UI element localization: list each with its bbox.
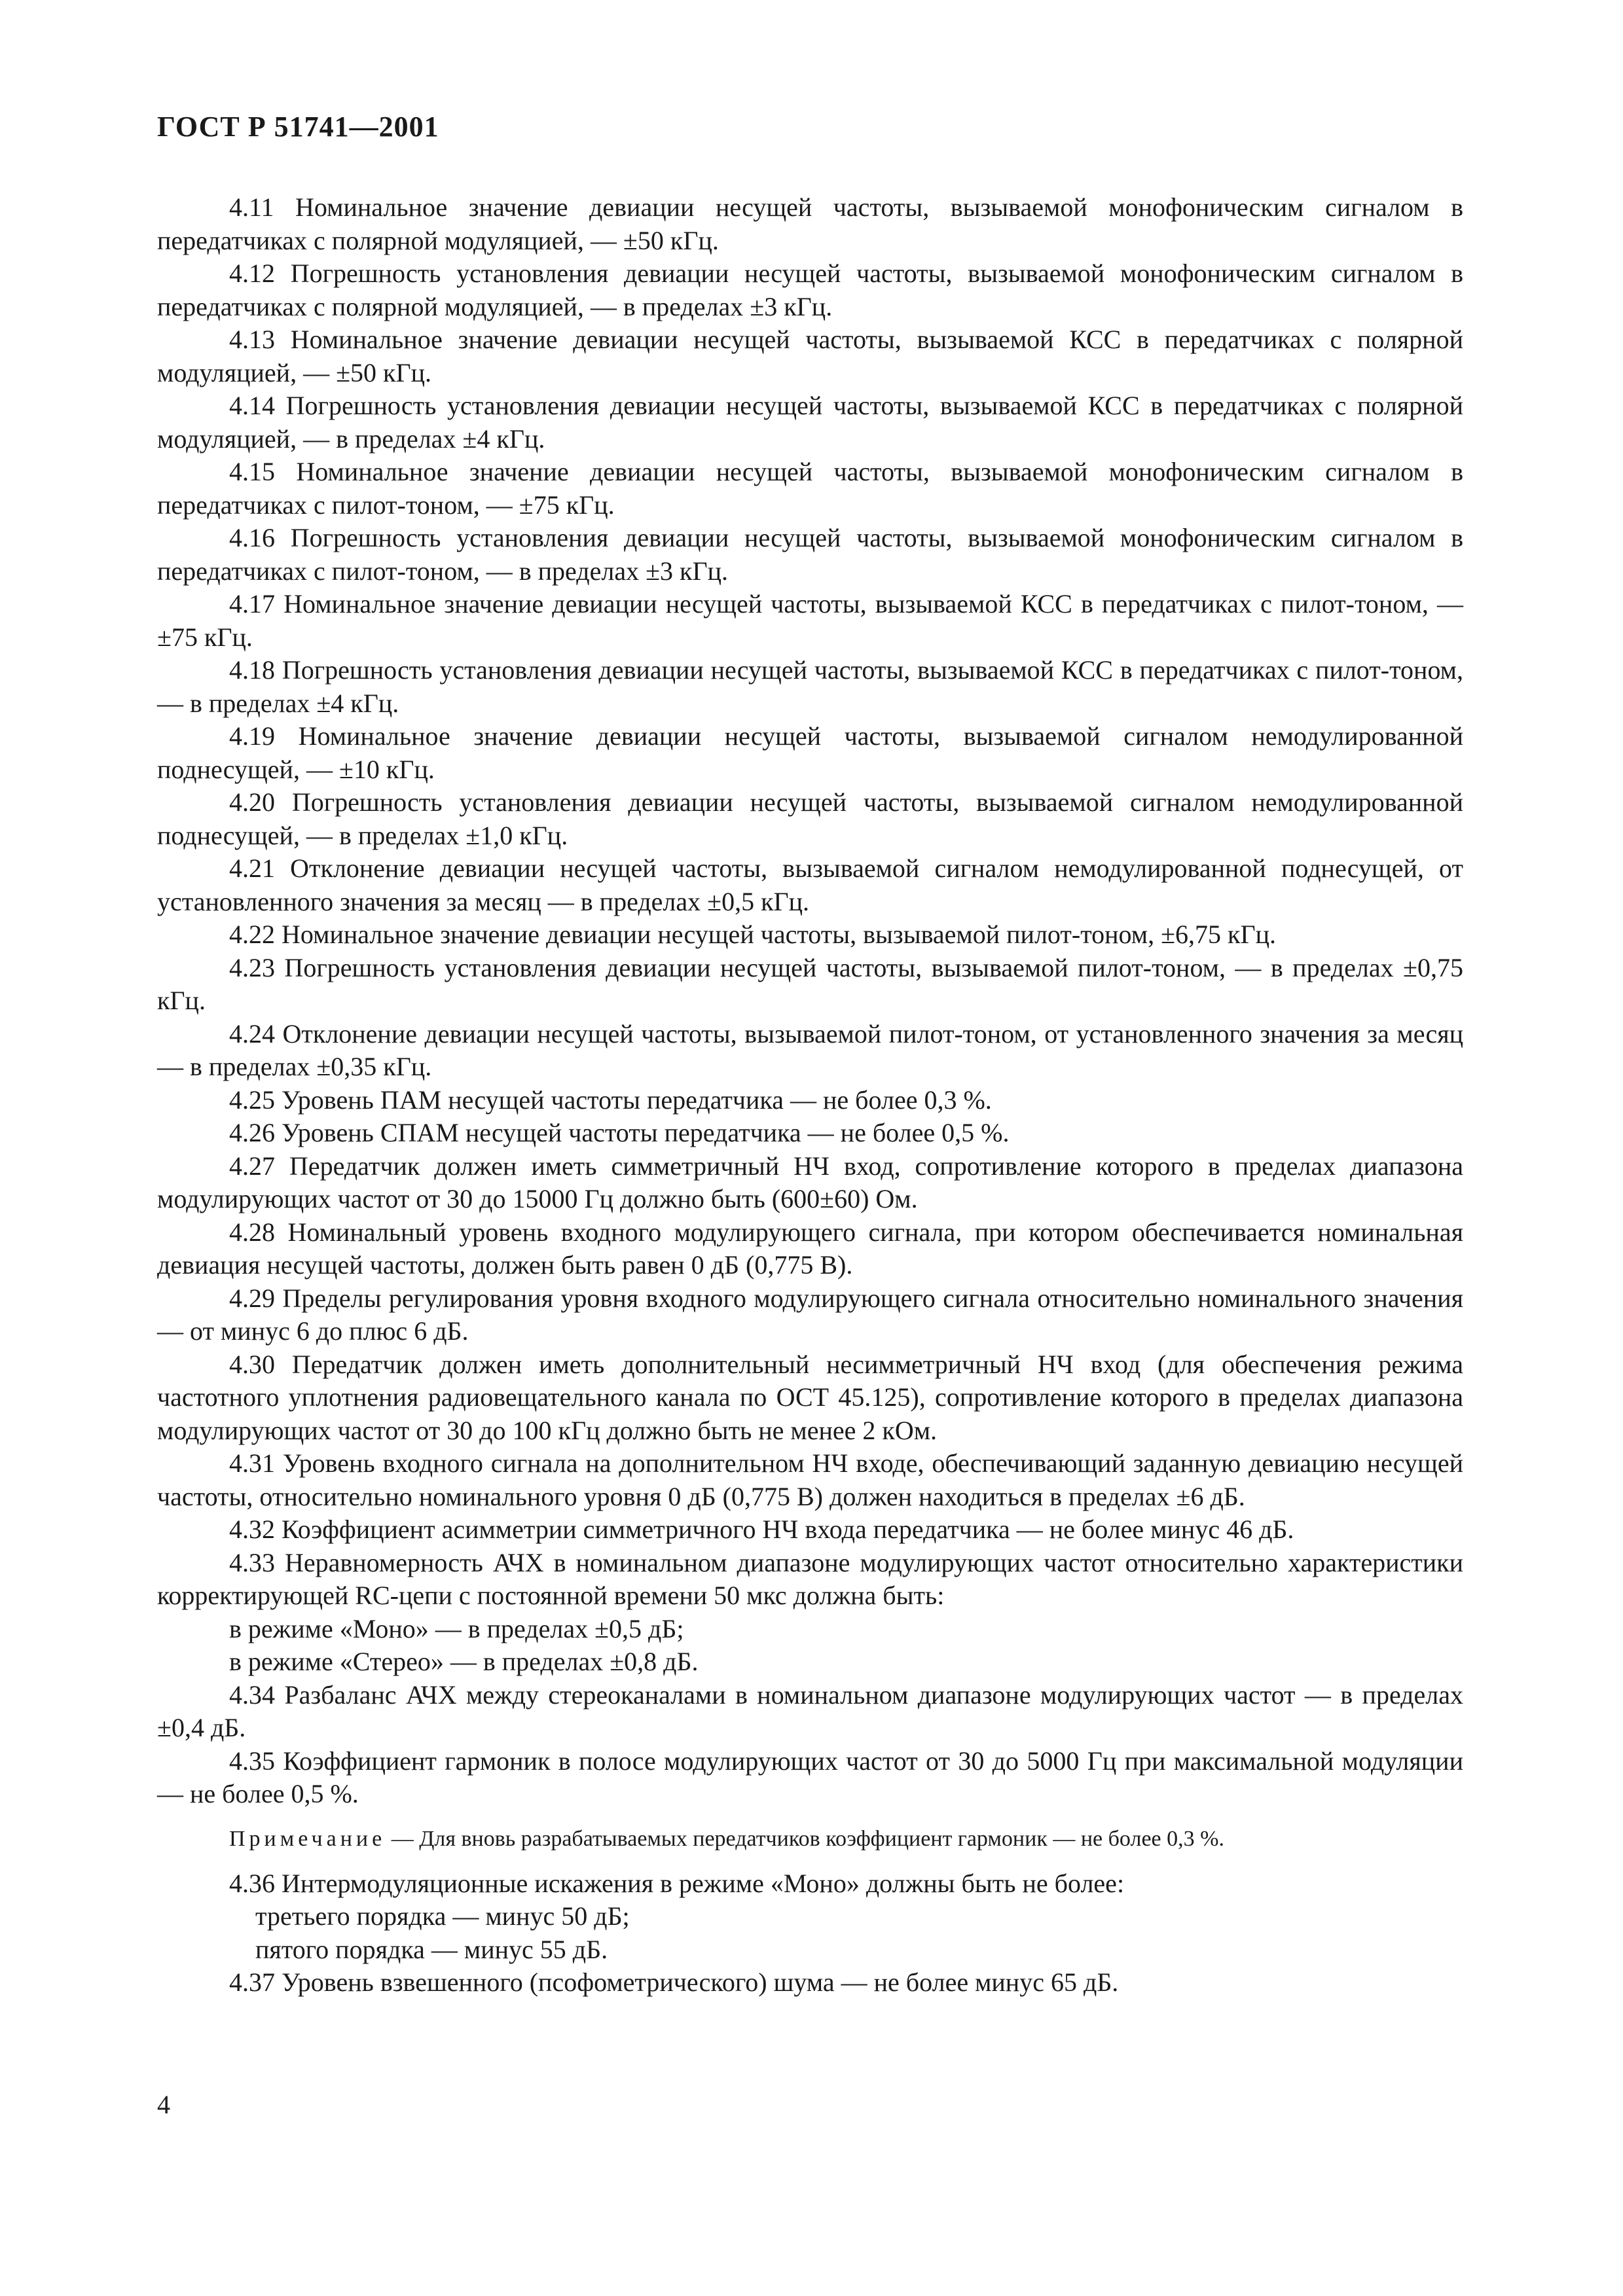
- list-item-fifth-order: пятого порядка — минус 55 дБ.: [255, 1934, 608, 1964]
- paragraph-4-16: 4.16 Погрешность установления девиации несущей частоты, вызываемой монофоническим сигналом в передатчиках с пилот-тоном, — в пределах ±3 кГц.: [157, 523, 1463, 586]
- paragraph-4-32: 4.32 Коэффициент асимметрии симметричного НЧ входа передатчика — не более минус 46 дБ.: [229, 1515, 1294, 1544]
- paragraph-4-21: 4.21 Отклонение девиации несущей частоты, вызываемой сигналом немодулированной поднесущей, от установленного значения за месяц — в пределах ±0,5 кГц.: [157, 853, 1463, 916]
- list-item-mono: в режиме «Моно» — в пределах ±0,5 дБ;: [229, 1613, 684, 1643]
- note-label: Примечание: [229, 1826, 386, 1851]
- list-item-third-order: третьего порядка — минус 50 дБ;: [255, 1901, 630, 1931]
- paragraph-4-20: 4.20 Погрешность установления девиации несущей частоты, вызываемой сигналом немодулированной поднесущей, — в пределах ±1,0 кГц.: [157, 787, 1463, 850]
- paragraph-4-12: 4.12 Погрешность установления девиации несущей частоты, вызываемой монофоническим сигналом в передатчиках с полярной модуляцией, — в пределах ±3 кГц.: [157, 259, 1463, 321]
- paragraph-4-22: 4.22 Номинальное значение девиации несущей частоты, вызываемой пилот-тоном, ±6,75 кГц.: [229, 920, 1277, 949]
- paragraph-4-19: 4.19 Номинальное значение девиации несущей частоты, вызываемой сигналом немодулированной поднесущей, — ±10 кГц.: [157, 721, 1463, 784]
- paragraph-4-33: 4.33 Неравномерность АЧХ в номинальном диапазоне модулирующих частот относительно характеристики корректирующей RC-цепи с постоянной времени 50 мкс должна быть:: [157, 1547, 1463, 1610]
- paragraph-4-15: 4.15 Номинальное значение девиации несущей частоты, вызываемой монофоническим сигналом в передатчиках с пилот-тоном, — ±75 кГц.: [157, 457, 1463, 520]
- page-number: 4: [157, 2090, 170, 2119]
- note-text: — Для вновь разрабатываемых передатчиков коэффициент гармоник — не более 0,3 %.: [386, 1826, 1224, 1851]
- paragraph-4-13: 4.13 Номинальное значение девиации несущей частоты, вызываемой КСС в передатчиках с полярной модуляцией, — ±50 кГц.: [157, 325, 1463, 387]
- paragraph-4-36: 4.36 Интермодуляционные искажения в режиме «Моно» должны быть не более:: [229, 1868, 1125, 1898]
- paragraph-4-11: 4.11 Номинальное значение девиации несущей частоты, вызываемой монофоническим сигналом в передатчиках с полярной модуляцией, — ±50 кГц.: [157, 192, 1463, 255]
- paragraph-4-35: 4.35 Коэффициент гармоник в полосе модулирующих частот от 30 до 5000 Гц при максимальной модуляции — не более 0,5 %.: [157, 1746, 1463, 1808]
- paragraph-4-26: 4.26 Уровень СПАМ несущей частоты передатчика — не более 0,5 %.: [229, 1118, 1010, 1147]
- list-item-stereo: в режиме «Стерео» — в пределах ±0,8 дБ.: [229, 1647, 699, 1676]
- paragraph-4-31: 4.31 Уровень входного сигнала на дополнительном НЧ входе, обеспечивающий заданную девиацию несущей частоты, относительно номинального уровня 0 дБ (0,775 В) должен находиться в пределах ±6 дБ.: [157, 1448, 1463, 1511]
- document-header: ГОСТ Р 51741—2001: [157, 111, 439, 143]
- document-body: [157, 191, 1463, 2000]
- note: [157, 1823, 1463, 1856]
- paragraph-4-17: 4.17 Номинальное значение девиации несущей частоты, вызываемой КСС в передатчиках с пилот-тоном, — ±75 кГц.: [157, 589, 1463, 652]
- paragraph-4-28: 4.28 Номинальный уровень входного модулирующего сигнала, при котором обеспечивается номинальная девиация несущей частоты, должен быть равен 0 дБ (0,775 В).: [157, 1217, 1463, 1280]
- paragraph-4-23: 4.23 Погрешность установления девиации несущей частоты, вызываемой пилот-тоном, — в пределах ±0,75 кГц.: [157, 952, 1463, 1015]
- paragraph-4-37: 4.37 Уровень взвешенного (псофометрического) шума — не более минус 65 дБ.: [229, 1967, 1119, 1997]
- paragraph-4-30: 4.30 Передатчик должен иметь дополнительный несимметричный НЧ вход (для обеспечения режима частотного уплотнения радиовещательного канала по ОСТ 45.125), сопротивление которого в пределах диапазона модулирующих частот от 30 до 100 кГц должно быть не менее 2 кОм.: [157, 1349, 1463, 1445]
- paragraph-4-29: 4.29 Пределы регулирования уровня входного модулирующего сигнала относительно номинального значения — от минус 6 до плюс 6 дБ.: [157, 1283, 1463, 1346]
- paragraph-4-18: 4.18 Погрешность установления девиации несущей частоты, вызываемой КСС в передатчиках с пилот-тоном, — в пределах ±4 кГц.: [157, 655, 1463, 718]
- paragraph-4-24: 4.24 Отклонение девиации несущей частоты, вызываемой пилот-тоном, от установленного значения за месяц — в пределах ±0,35 кГц.: [157, 1018, 1463, 1081]
- paragraph-4-25: 4.25 Уровень ПАМ несущей частоты передатчика — не более 0,3 %.: [229, 1085, 992, 1115]
- paragraph-4-14: 4.14 Погрешность установления девиации несущей частоты, вызываемой КСС в передатчиках с полярной модуляцией, — в пределах ±4 кГц.: [157, 391, 1463, 454]
- paragraph-4-34: 4.34 Разбаланс АЧХ между стереоканалами в номинальном диапазоне модулирующих частот — в пределах ±0,4 дБ.: [157, 1679, 1463, 1742]
- paragraph-4-27: 4.27 Передатчик должен иметь симметричный НЧ вход, сопротивление которого в пределах диапазона модулирующих частот от 30 до 15000 Гц должно быть (600±60) Ом.: [157, 1151, 1463, 1213]
